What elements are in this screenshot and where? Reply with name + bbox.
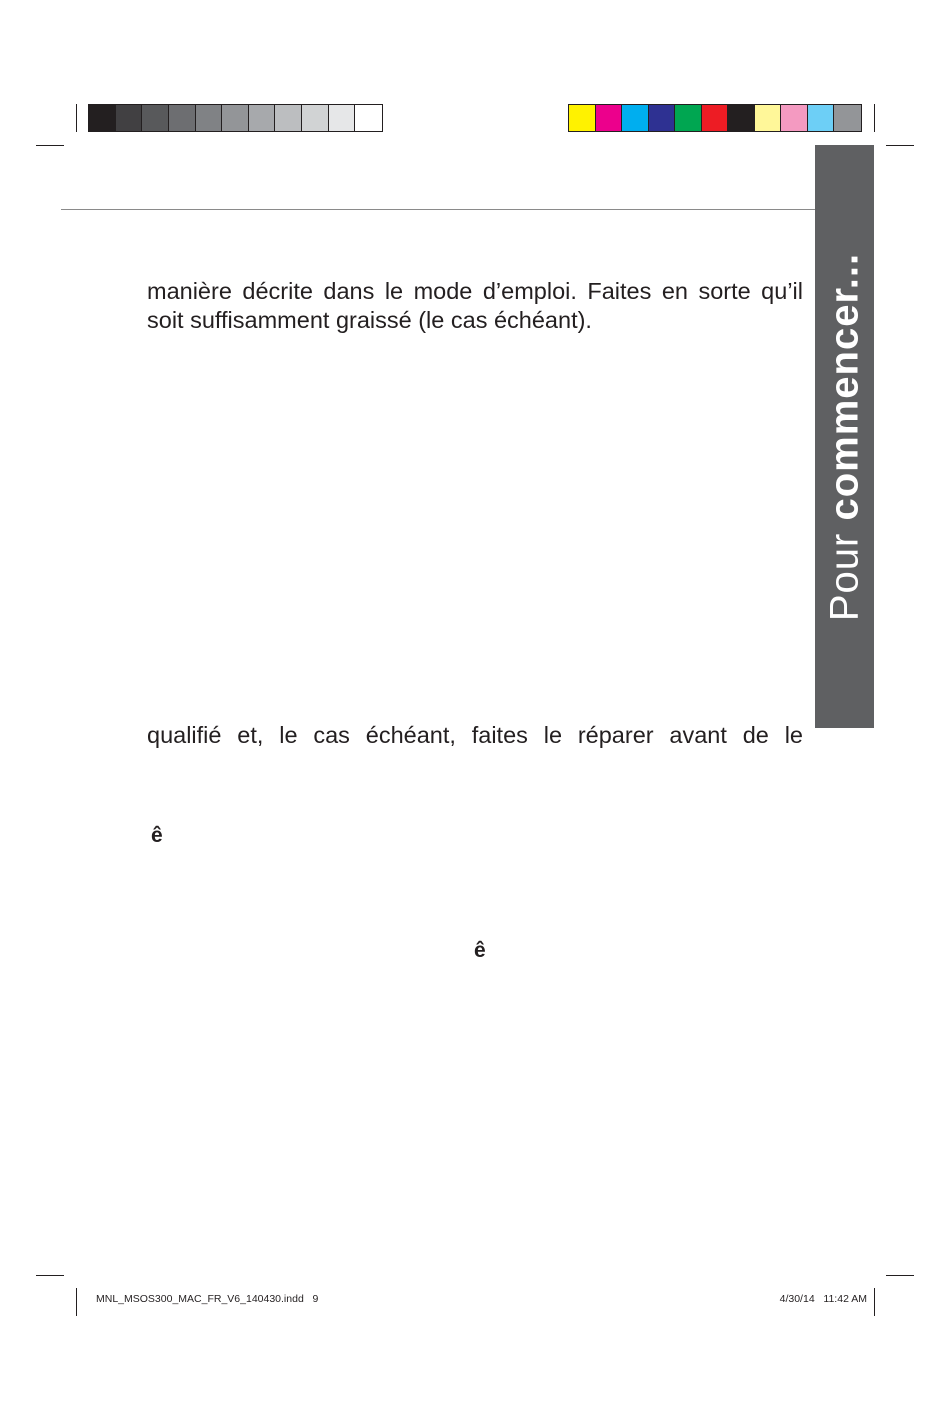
- grayscale-swatch: [196, 105, 223, 131]
- crop-mark-bottom-right-horizontal: [886, 1275, 914, 1276]
- color-swatch-bar: [568, 104, 862, 132]
- crop-mark-top-left-vertical: [76, 104, 77, 132]
- crop-mark-top-right-horizontal: [886, 145, 914, 146]
- color-swatch: [596, 105, 623, 131]
- color-swatch: [781, 105, 808, 131]
- color-swatch: [569, 105, 596, 131]
- paragraph-1: manière décrite dans le mode d’emploi. Faites en sorte qu’il soit suffisamment graissé (le cas échéant).: [147, 278, 803, 333]
- grayscale-swatch: [355, 105, 382, 131]
- grayscale-swatch: [89, 105, 116, 131]
- grayscale-swatch: [142, 105, 169, 131]
- side-tab-prefix: Pour: [822, 532, 866, 621]
- slug-filename: MNL_MSOS300_MAC_FR_V6_140430.indd 9: [96, 1293, 319, 1305]
- paragraph-2: qualifié et, le cas échéant, faites le réparer avant de le: [147, 722, 803, 748]
- grayscale-swatch: [169, 105, 196, 131]
- side-tab-title: [822, 252, 867, 620]
- color-swatch: [808, 105, 835, 131]
- grayscale-swatch: [302, 105, 329, 131]
- crop-mark-top-right-vertical: [874, 104, 875, 132]
- crop-mark-bottom-left-horizontal: [36, 1275, 64, 1276]
- glyph-2: ê: [474, 939, 486, 962]
- color-swatch: [728, 105, 755, 131]
- color-swatch: [622, 105, 649, 131]
- grayscale-swatch: [222, 105, 249, 131]
- color-swatch: [675, 105, 702, 131]
- grayscale-swatch: [249, 105, 276, 131]
- color-swatch: [649, 105, 676, 131]
- glyph-1: ê: [151, 824, 163, 847]
- grayscale-swatch-bar: [88, 104, 383, 132]
- grayscale-swatch: [329, 105, 356, 131]
- color-swatch: [755, 105, 782, 131]
- grayscale-swatch: [116, 105, 143, 131]
- side-tab-emphasis: commencer...: [822, 252, 866, 521]
- crop-mark-bottom-right-vertical: [874, 1288, 875, 1316]
- color-swatch: [702, 105, 729, 131]
- crop-mark-top-left-horizontal: [36, 145, 64, 146]
- slug-timestamp: 4/30/14 11:42 AM: [779, 1293, 867, 1305]
- crop-mark-bottom-left-vertical: [76, 1288, 77, 1316]
- grayscale-swatch: [275, 105, 302, 131]
- color-swatch: [834, 105, 861, 131]
- side-tab: [815, 145, 874, 728]
- header-rule: [61, 209, 816, 210]
